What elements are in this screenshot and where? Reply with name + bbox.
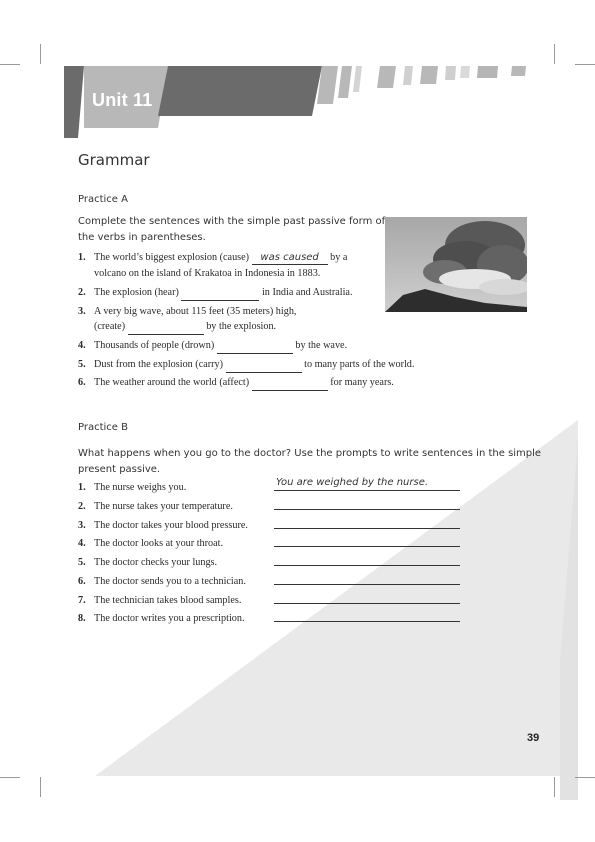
practice-b-item: [78, 593, 241, 609]
practice-a-instructions: [78, 214, 385, 246]
instructions-line: What happens when you go to the doctor? Use the prompts to write sentences in the simple: [78, 448, 542, 459]
answer-field[interactable]: [226, 361, 302, 373]
item-text: by the wave.: [295, 340, 348, 351]
item-text: A very big wave, about 115 feet (35 meters) high,: [94, 306, 297, 317]
answer-field[interactable]: [252, 379, 328, 391]
unit-title: Unit 11: [92, 90, 153, 110]
answer-line[interactable]: [274, 609, 460, 622]
item-text: The world’s biggest explosion (cause): [94, 252, 250, 263]
item-text: The nurse takes your temperature.: [94, 501, 233, 512]
practice-b-item: [78, 518, 248, 534]
item-text: The doctor checks your lungs.: [94, 557, 218, 568]
item-number: 6.: [78, 377, 86, 388]
item-number: 2.: [78, 287, 86, 298]
answer-field[interactable]: [181, 289, 259, 301]
practice-b-item: [78, 555, 217, 571]
answer-line[interactable]: [274, 534, 460, 547]
item-text: The nurse weighs you.: [94, 482, 187, 493]
item-text: The explosion (hear): [94, 287, 179, 298]
answer-line[interactable]: [274, 497, 460, 510]
example-answer: You are weighed by the nurse.: [276, 477, 429, 488]
item-number: 8.: [78, 613, 86, 624]
practice-b-item: [78, 611, 245, 627]
crop-mark: [554, 777, 555, 797]
practice-a-item: [78, 285, 353, 301]
instructions-line: Complete the sentences with the simple past passive form of: [78, 216, 386, 227]
answer-line[interactable]: [274, 572, 460, 585]
practice-b-item: [78, 499, 233, 515]
page-number: 39: [527, 732, 540, 744]
practice-b-item: [78, 536, 223, 552]
item-continuation: [94, 319, 276, 335]
item-number: 3.: [78, 520, 86, 531]
item-text: The doctor sends you to a technician.: [94, 576, 246, 587]
item-text: to many parts of the world.: [304, 359, 415, 370]
practice-a-title: Practice A: [78, 194, 128, 205]
item-number: 6.: [78, 576, 86, 587]
item-text: The technician takes blood samples.: [94, 595, 242, 606]
instructions-line: the verbs in parentheses.: [78, 232, 206, 243]
item-text: Thousands of people (drown): [94, 340, 215, 351]
item-text: The doctor looks at your throat.: [94, 538, 224, 549]
answer-line[interactable]: [274, 553, 460, 566]
item-number: 3.: [78, 306, 86, 317]
item-text: in India and Australia.: [261, 287, 353, 298]
crop-mark: [575, 777, 595, 778]
crop-mark: [40, 777, 41, 797]
instructions-line: present passive.: [78, 464, 161, 475]
item-text: The doctor takes your blood pressure.: [94, 520, 248, 531]
item-number: 5.: [78, 359, 86, 370]
item-text: for many years.: [330, 377, 394, 388]
section-title: Grammar: [78, 151, 150, 169]
item-number: 1.: [78, 252, 86, 263]
unit-header-banner: [0, 0, 595, 145]
volcano-eruption-photo: [385, 217, 527, 312]
item-text: by the explosion.: [206, 321, 277, 332]
answer-field[interactable]: [128, 323, 204, 335]
item-text: Dust from the explosion (carry): [94, 359, 224, 370]
crop-mark: [0, 777, 20, 778]
item-continuation: volcano on the island of Krakatoa in Indonesia in 1883.: [94, 268, 321, 279]
item-number: 4.: [78, 340, 86, 351]
practice-b-item: [78, 480, 186, 496]
practice-a-item: [78, 304, 296, 320]
practice-a-item: [78, 338, 347, 354]
practice-a-item: [78, 250, 347, 266]
answer-field[interactable]: [217, 342, 293, 354]
answer-line[interactable]: [274, 478, 460, 491]
item-number: 7.: [78, 595, 86, 606]
item-text: The doctor writes you a prescription.: [94, 613, 245, 624]
item-number: 1.: [78, 482, 86, 493]
answer-line[interactable]: [274, 516, 460, 529]
item-number: 4.: [78, 538, 86, 549]
practice-a-item: [78, 357, 414, 373]
practice-b-instructions: [78, 446, 541, 478]
item-number: 2.: [78, 501, 86, 512]
answer-field[interactable]: was caused: [252, 252, 328, 265]
practice-b-title: Practice B: [78, 422, 128, 433]
practice-a-item: [78, 375, 394, 391]
answer-line[interactable]: [274, 591, 460, 604]
item-text: by a: [330, 252, 348, 263]
item-text: The weather around the world (affect): [94, 377, 250, 388]
item-number: 5.: [78, 557, 86, 568]
item-text: (create): [94, 321, 126, 332]
practice-b-item: [78, 574, 246, 590]
